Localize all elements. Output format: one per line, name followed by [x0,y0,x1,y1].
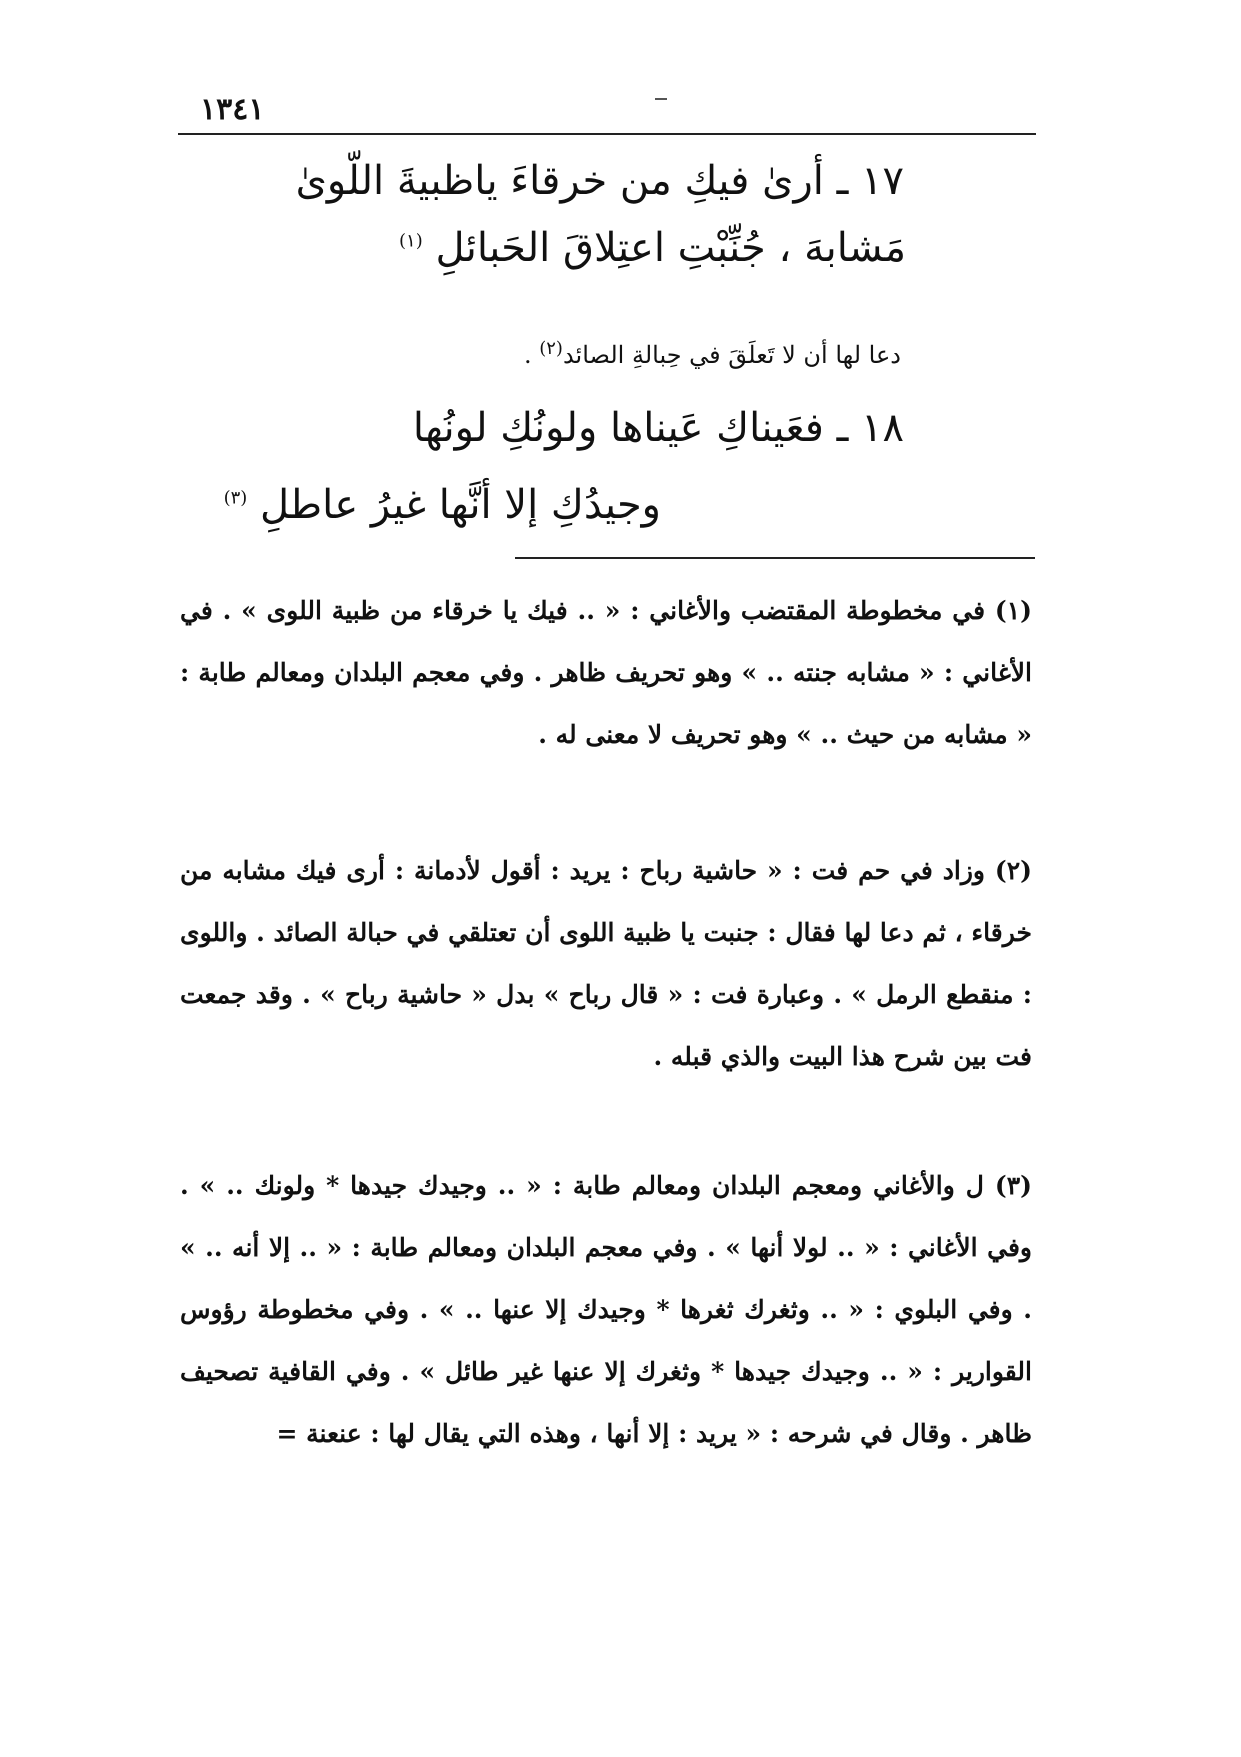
verse-text: ١٧ ـ أرىٰ فيكِ من خرقاءَ ياظبيةَ اللّوىٰ [295,158,904,204]
footnote-marker-2: (٢) [539,338,563,359]
page-number: ١٣٤١ [200,92,265,127]
commentary-text: دعا لها أن لا تَعلَقَ في حِبالةِ الصائد [562,341,901,369]
commentary-end: . [523,341,540,369]
verse-commentary [524,338,901,369]
verse-text: ١٨ ـ فعَيناكِ عَيناها ولونُكِ لونُها [412,405,904,451]
footnote-separator [515,557,1035,559]
header-mark [655,98,667,100]
verse-18-second-hemistich [224,482,661,528]
verse-text: مَشابهَ ، جُنِّبْتِ اعتِلاقَ الحَبائلِ [435,225,906,271]
verse-text: وجيدُكِ إلا أنَّها غيرُ عاطلِ [260,482,661,528]
verse-18-first-hemistich [413,405,904,451]
footnote-1: (١) في مخطوطة المقتضب والأغاني : « .. فيك يا خرقاء من ظبية اللوى » . في الأغاني : « مشابه جنته .. » وهو تحريف ظاهر . وفي معجم البلدان ومعالم طابة : « مشابه من حيث .. » وهو تحريف لا معنى له . [180,596,1032,749]
footnote-2: (٢) وزاد في حم فت : « حاشية رباح : يريد : أقول لأدمانة : أرى فيك مشابه من خرقاء ، ثم دعا لها فقال : جنبت يا ظبية اللوى أن تعتلقي في حبالة الصائد . واللوى : منقطع الرمل » . وعبارة فت : « قال رباح » بدل « حاشية رباح » . وقد جمعت فت بين شرح هذا البيت والذي قبله . [180,856,1032,1071]
verse-17-first-hemistich [296,158,904,204]
footnote-marker-3: (٣) [223,487,248,509]
footnote-3: (٣) ل والأغاني ومعجم البلدان ومعالم طابة : « .. وجيدك جيدها * ولونك .. » . وفي الأغاني : « .. لولا أنها » . وفي معجم البلدان ومعالم طابة : « .. إلا أنه .. » . وفي البلوي : « .. وثغرك ثغرها * وجيدك إلا عنها .. » . وفي مخطوطة رؤوس القوارير : « .. وجيدك جيدها * وثغرك إلا عنها غير طائل » . وفي القافية تصحيف ظاهر . وقال في شرحه : « يريد : إلا أنها ، وهذه التي يقال لها : عنعنة = [180,1171,1032,1448]
footnote-marker-1: (١) [399,230,423,252]
header-rule [178,133,1036,135]
verse-17-second-hemistich [399,225,906,271]
